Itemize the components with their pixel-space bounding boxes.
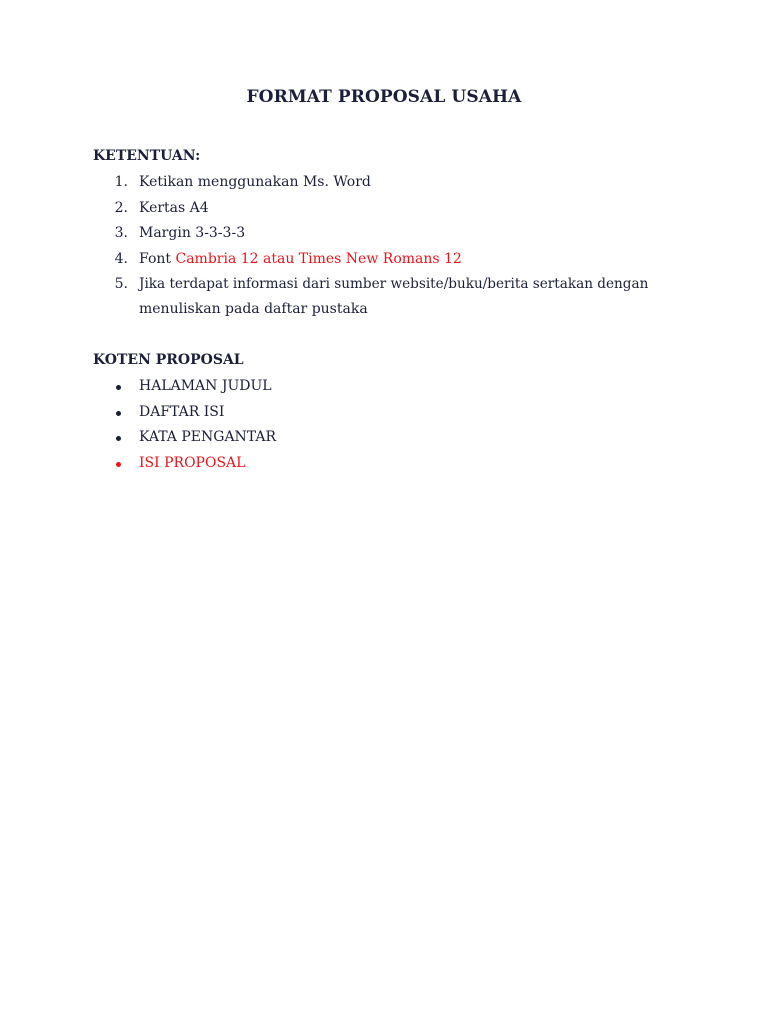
document-title: FORMAT PROPOSAL USAHA xyxy=(246,87,522,107)
list-item-highlight: Cambria 12 atau Times New Romans 12 xyxy=(175,251,462,267)
bullet-icon xyxy=(116,436,124,444)
koten-heading: KOTEN PROPOSAL xyxy=(93,352,244,368)
list-item-number: 5. xyxy=(114,276,128,292)
ketentuan-heading: KETENTUAN: xyxy=(93,148,201,164)
list-item-text: Ketikan menggunakan Ms. Word xyxy=(139,174,371,190)
list-item-line xyxy=(139,251,462,267)
list-item-text: HALAMAN JUDUL xyxy=(139,378,272,394)
list-item-text: Jika terdapat informasi dari sumber website/buku/berita sertakan dengan xyxy=(139,276,649,292)
list-item-text: Kertas A4 xyxy=(139,200,209,216)
list-item-continuation: menuliskan pada daftar pustaka xyxy=(139,301,368,317)
list-item-text: DAFTAR ISI xyxy=(139,404,225,420)
list-item-text: KATA PENGANTAR xyxy=(139,429,277,445)
list-item-number: 2. xyxy=(114,200,128,216)
list-item-number: 1. xyxy=(114,174,128,190)
list-item-text: Font xyxy=(139,251,176,267)
bullet-icon xyxy=(116,462,124,470)
list-item-number: 3. xyxy=(114,225,128,241)
list-item-text: Margin 3-3-3-3 xyxy=(139,225,246,241)
bullet-icon xyxy=(116,411,124,419)
bullet-icon xyxy=(116,385,124,393)
list-item-number: 4. xyxy=(114,251,128,267)
list-item-text: ISI PROPOSAL xyxy=(139,455,246,471)
